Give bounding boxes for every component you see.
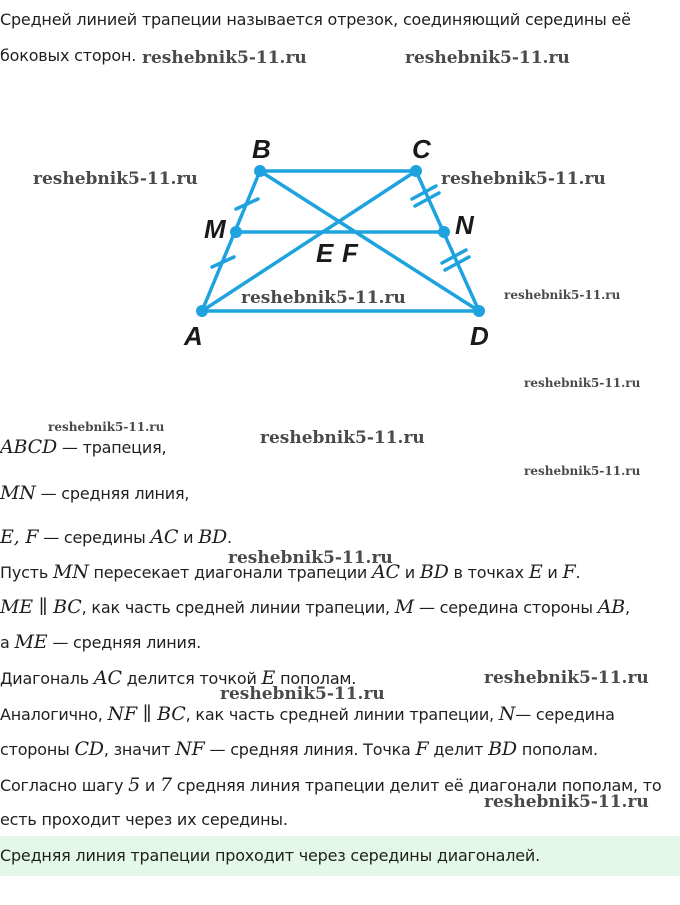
watermark: reshebnik5-11.ru [142, 48, 307, 68]
watermark: reshebnik5-11.ru [524, 464, 641, 478]
point-d [473, 305, 485, 317]
intro-line-2: боковых сторон. [0, 46, 137, 65]
watermark: reshebnik5-11.ru [220, 684, 385, 704]
watermark: reshebnik5-11.ru [228, 548, 393, 568]
given-2: MN — средняя линия, [0, 482, 190, 504]
proof-line-6: стороны CD, значит NF — средняя линия. Точка F делит BD пополам. [0, 738, 598, 760]
watermark: reshebnik5-11.ru [48, 420, 165, 434]
watermark: reshebnik5-11.ru [504, 288, 621, 302]
watermark: reshebnik5-11.ru [33, 169, 198, 189]
label-c: C [412, 134, 431, 164]
proof-line-4: Диагональ AC делится точкой E пополам. [0, 667, 357, 689]
watermark: reshebnik5-11.ru [260, 428, 425, 448]
proof-line-2: ME ∥ BC, как часть средней линии трапеции, M — середина стороны AB, [0, 596, 630, 618]
label-n: N [455, 210, 474, 240]
label-a: A [184, 321, 203, 351]
intro-line-1: Средней линией трапеции называется отрезок, соединяющий середины её [0, 10, 631, 29]
label-b: B [252, 134, 271, 164]
watermark: reshebnik5-11.ru [241, 288, 406, 308]
watermark: reshebnik5-11.ru [484, 668, 649, 688]
given-1: ABCD — трапеция, [0, 436, 167, 458]
point-c [410, 165, 422, 177]
proof-line-8: есть проходит через их середины. [0, 810, 288, 829]
label-f: F [342, 238, 358, 268]
watermark: reshebnik5-11.ru [405, 48, 570, 68]
given-3: E, F — середины AC и BD. [0, 526, 232, 548]
label-e: E [316, 238, 334, 268]
point-b [254, 165, 266, 177]
point-m [230, 226, 242, 238]
point-a [196, 305, 208, 317]
watermark: reshebnik5-11.ru [484, 792, 649, 812]
proof-line-3: а ME — средняя линия. [0, 631, 202, 653]
label-m: M [204, 214, 226, 244]
watermark: reshebnik5-11.ru [441, 169, 606, 189]
proof-line-7: Согласно шагу 5 и 7 средняя линия трапеции делит её диагонали пополам, то [0, 774, 662, 796]
proof-line-1: Пусть MN пересекает диагонали трапеции AC и BD в точках E и F. [0, 561, 581, 583]
conclusion-text: Средняя линия трапеции проходит через середины диагоналей. [0, 846, 540, 865]
proof-line-5: Аналогично, NF ∥ BC, как часть средней линии трапеции, N— середина [0, 703, 615, 725]
watermark: reshebnik5-11.ru [524, 376, 641, 390]
label-d: D [470, 321, 489, 351]
point-n [438, 226, 450, 238]
